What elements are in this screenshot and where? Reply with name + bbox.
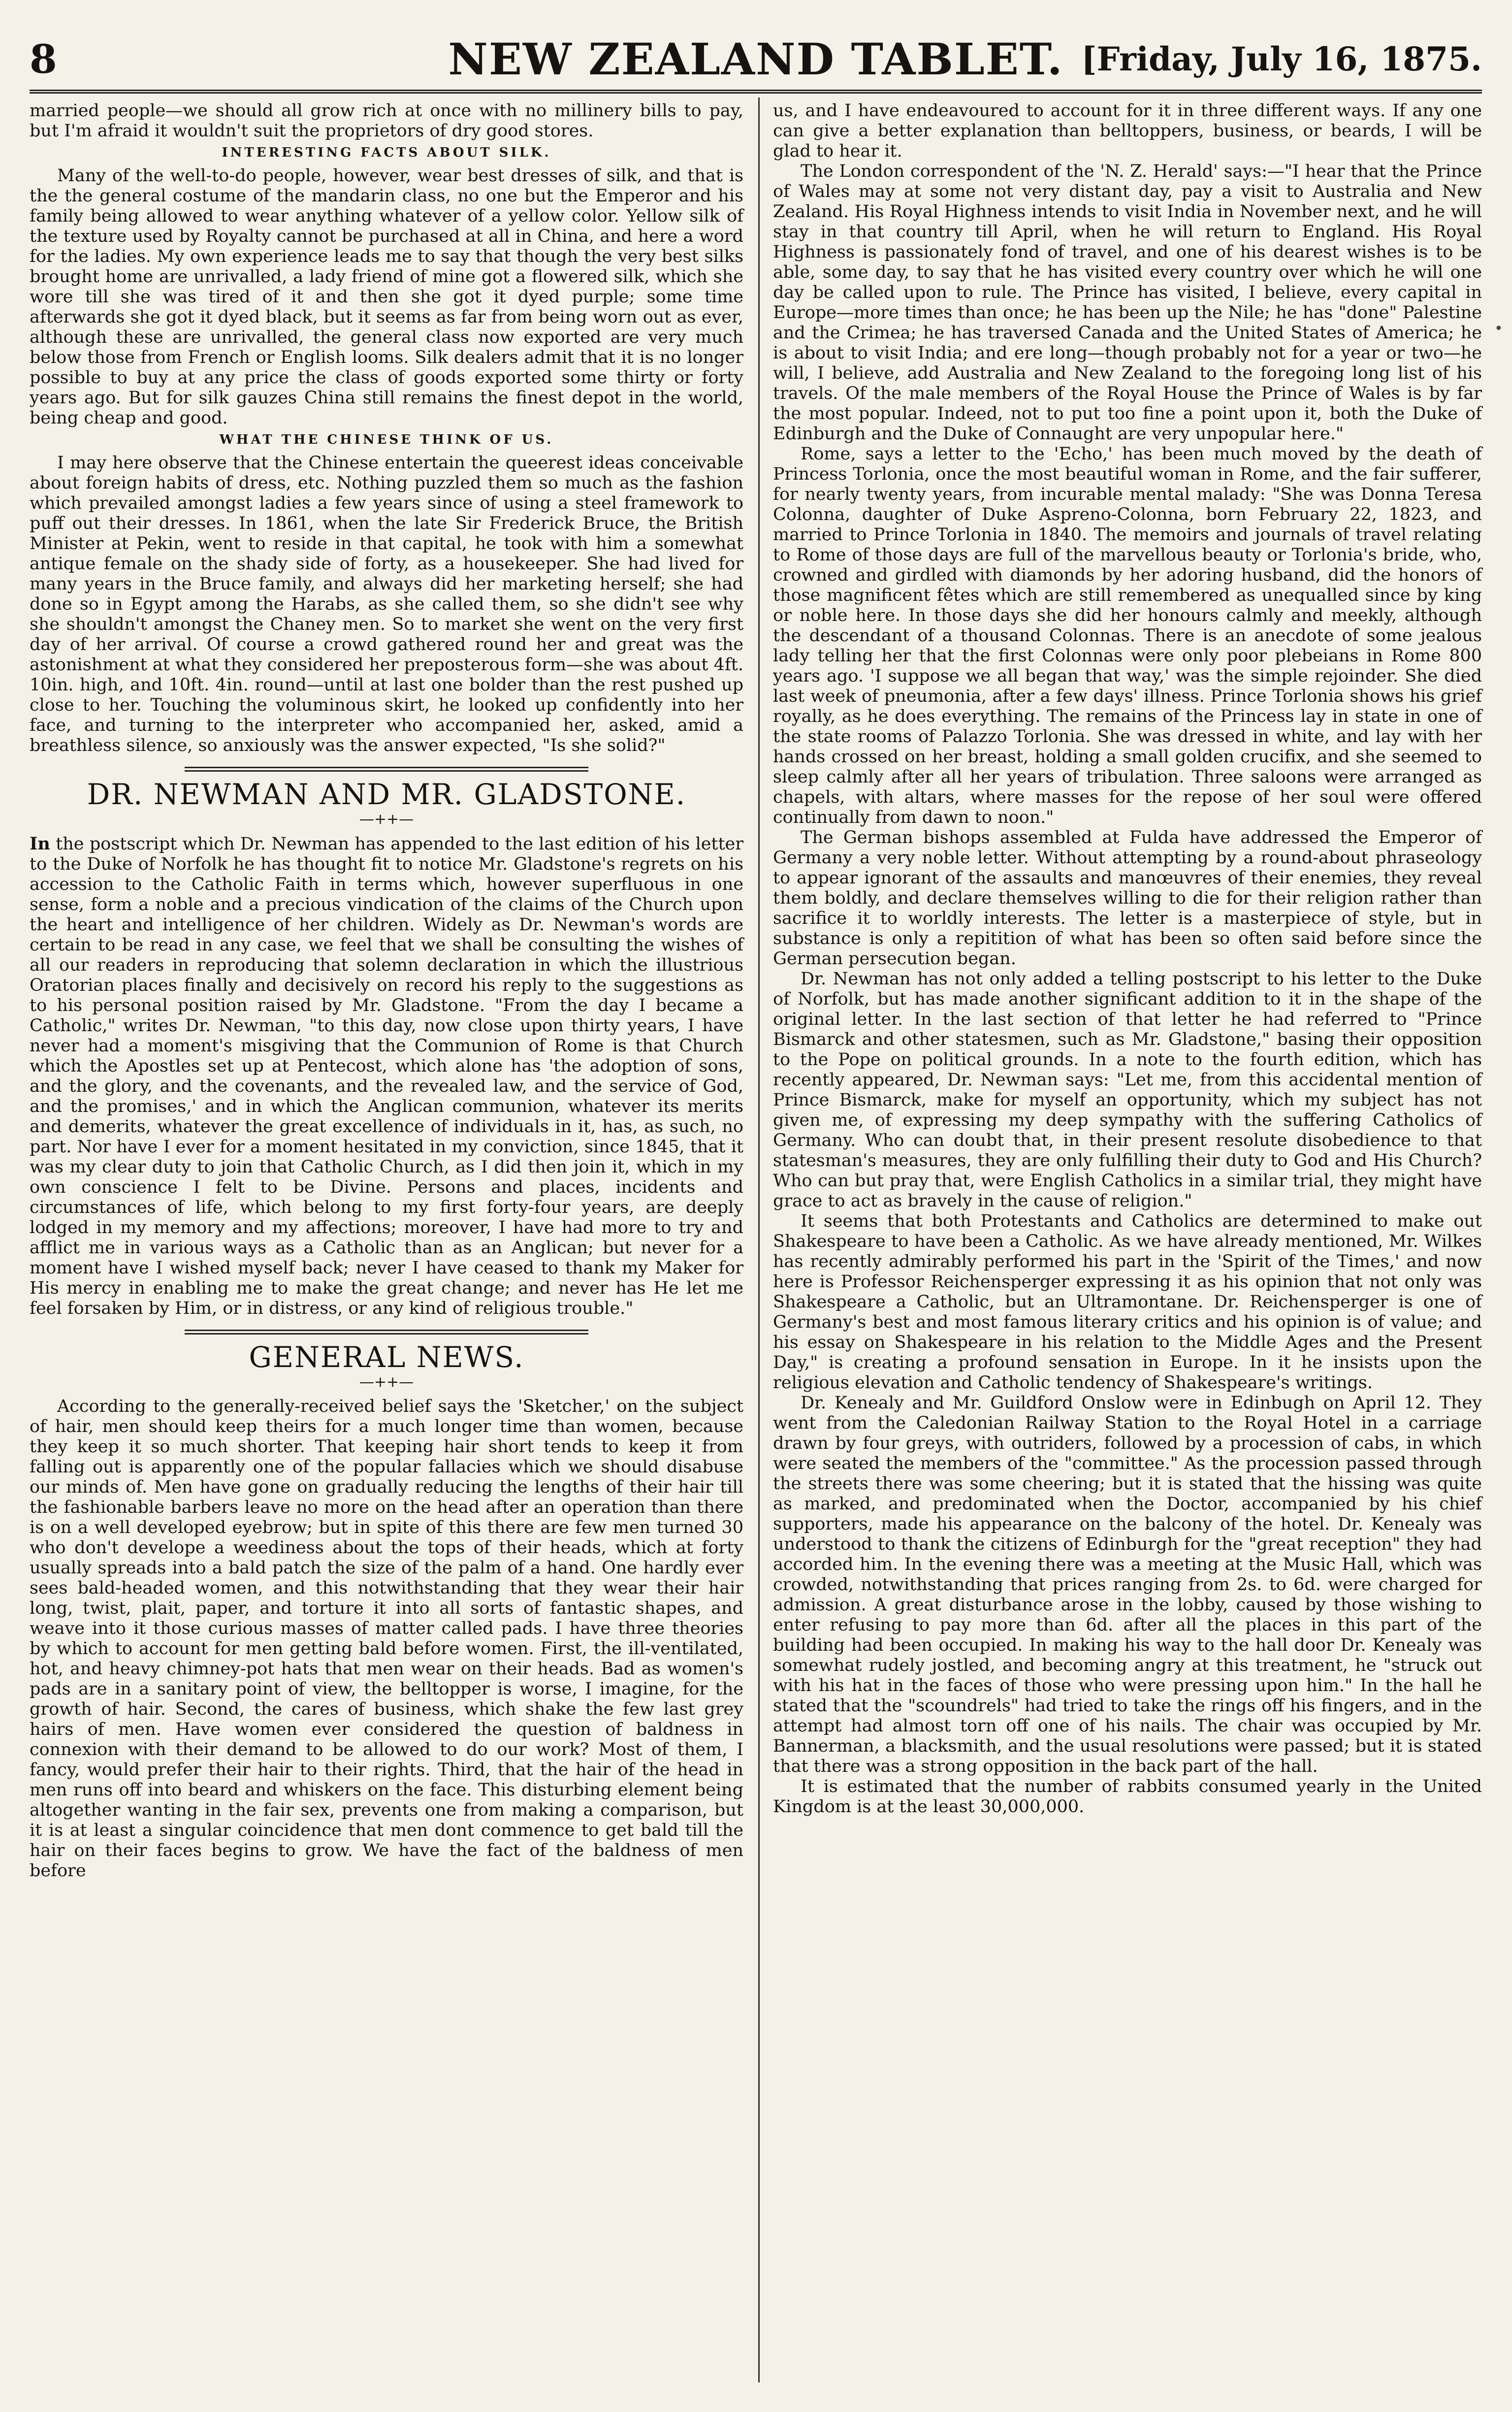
chinese-paragraph: I may here observe that the Chinese entertain the queerest ideas conceivable about foreign habits of dress, etc. Nothing puzzled them so much as the fashion which prevailed amongst ladies a few years since of using a steel framework to puff out their dresses. In 1861, when the late Sir Frederick Bruce, the British Minister at Pekin, went to reside in that capital, he took with him a somewhat antique female on the shady side of forty, as a housekeeper. She had lived for many years in the Bruce family, and always did her marketing herself; she had done so in Egypt among the Harabs, as she called them, so she didn't see why she shouldn't amongst the Chaney men. So to market she went on the very first day of her arrival. Of course a crowd gathered round her and great was the astonishment at what they considered her preposterous form—she was about 4ft. 10in. high, and 10ft. 4in. round—until at last one bolder than the rest pushed up close to her. Touching the voluminous skirt, he looked up confidently into her face, and turning to the interpreter who accompanied her, asked, amid a breathless silence, so anxiously was the answer expected, "Is she solid?" — [30, 453, 743, 755]
newman-paragraph — [30, 834, 743, 1319]
newman-initial: In — [30, 834, 50, 854]
news-princess-torlonia: Rome, says a letter to the 'Echo,' has been much moved by the death of Princess Torlonia, once the most beautiful woman in Rome, and the fair sufferer, for nearly twenty years, from incurable mental malady: "She was Donna Teresa Colonna, daughter of Duke Aspreno-Colonna, born February 22, 1823, and married to Prince Torlonia in 1840. The memoirs and journals of travel relating to Rome of those days are full of the marvellous beauty or Torlonia's bride, who, crowned and girdled with diamonds by her adoring husband, did the honors of those magnificent fêtes which are still remembered as unequalled since by king or noble here. In those days she did her honours calmly and meekly, although the descendant of a thousand Colonnas. There is an anecdote of some jealous lady telling her that the first Colonnas were only poor plebeians in Rome 800 years ago. 'I suppose we all began that way,' was the simple rejoinder. She died last week of pneumonia, after a few days' illness. Prince Torlonia shows his grief royally, as he does everything. The remains of the Princess lay in state in one of the state rooms of Palazzo Torlonia. She was dressed in white, and lay with her hands crossed on her breast, holding a small golden crucifix, and she seemed to sleep calmly after all her years of tribulation. Three saloons were arranged as chapels, with altars, where masses for the repose of her soul were offered continually from dawn to noon." — [773, 444, 1482, 827]
right-column — [773, 101, 1482, 1817]
subheading-silk: INTERESTING FACTS ABOUT SILK. — [222, 145, 551, 160]
newman-text: the postscript which Dr. Newman has appended to the last edition of his letter to the Duke of Norfolk he has thought fit to notice Mr. Gladstone's regrets on his accession to the Catholic Faith in terms which, however superfluous in one sense, form a noble and a precious vindication of the claims of the Church upon the heart and intelligence of her children. Widely as Dr. Newman's words are certain to be read in any case, we feel that we shall be consulting the wishes of all our readers in reproducing that solemn declaration in which the illustrious Oratorian places finally and decisively on record his reply to the suggestions as to his personal position raised by Mr. Gladstone. "From the day I became a Catholic," writes Dr. Newman, "to this day, now close upon thirty years, I have never had a moment's misgiving that the Communion of Rome is that Church which the Apostles set up at Pentecost, which alone has 'the adoption of sons, and the glory, and the covenants, and the revealed law, and the service of God, and the promises,' and in which the Anglican communion, whatever its merits and demerits, whatever the great excellence of individuals in it, has, as such, no part. Nor have I ever for a moment hesitated in my conviction, since 1845, that it was my clear duty to join that Catholic Church, as I did then join it, which in my own conscience I felt to be Divine. Persons and places, incidents and circumstances of life, which belong to my first forty-four years, are deeply lodged in my memory and my affections; moreover, I have had more to try and afflict me in various ways as a Catholic than as an Anglican; but never for a moment have I wished myself back; never I have ceased to thank my Maker for His mercy in enabling me to make the great change; and never has He let me feel forsaken by Him, or in distress, or any kind of religious trouble." — [30, 834, 743, 1318]
heading-ornament: —++— — [359, 811, 414, 828]
news-hair-paragraph: According to the generally-received belief says the 'Sketcher,' on the subject of hair, men should keep theirs for a much longer time than women, because they keep it so much shorter. That keeping hair short tends to keep it from falling out is apparently one of the popular fallacies which we should disabuse our minds of. Men have gone on gradually reducing the lengths of their hair till the fashionable barbers leave no more on the head after an operation than there is on a well developed eyebrow; but in spite of this there are few men turned 30 who don't develope a weediness about the tops of their heads, which at forty usually spreads into a bald patch the size of the palm of a hand. One hardly ever sees bald-headed women, and this notwithstanding that they wear their hair long, twist, plait, paper, and torture it into all sorts of fantastic shapes, and weave into it those curious masses of matter called pads. I have three theories by which to account for men getting bald before women. First, the ill-ventilated, hot, and heavy chimney-pot hats that men wear on their heads. Bad as women's pads are in a sanitary point of view, the belltopper is worse, I imagine, for the growth of hair. Second, the cares of business, which shake the few last grey hairs of men. Have women ever considered the question of baldness in connexion with their demand to be allowed to do our work? Most of them, I fancy, would prefer their hair to their rights. Third, that the hair of the head in men runs off into beard and whiskers on the face. This disturbing element being altogether wanting in the fair sex, prevents one from making a comparison, but it is at least a singular coincidence that men dont commence to get bald till the hair on their faces begins to grow. We have the fact of the baldness of men before — [30, 1397, 743, 1881]
silk-article-intro: married people—we should all grow rich at once with no millinery bills to pay, but I'm afraid it wouldn't suit the proprietors of dry good stores. — [30, 101, 743, 141]
newspaper-title: NEW ZEALAND TABLET. — [448, 33, 1063, 85]
section-divider — [185, 767, 588, 772]
masthead — [30, 34, 1482, 94]
news-german-bishops: The German bishops assembled at Fulda have addressed the Emperor of Germany a very noble letter. Without attempting by a round-about phraseology to appear ignorant of the assaults and manœuvres of their enemies, they reveal them boldly, and declare themselves willing to die for their religion rather than sacrifice it to worldly interests. The letter is a masterpiece of style, but in substance is only a repitition of what has been so often said before since the German persecution began. — [773, 828, 1482, 969]
news-newman-postscript: Dr. Newman has not only added a telling postscript to his letter to the Duke of Norfolk, but has made another significant addition to it in the shape of the original letter. In the last section of that letter he had referred to "Prince Bismarck and other statesmen, such as Mr. Gladstone," basing their opposition to the Pope on political grounds. In a note to the fourth edition, which has recently appeared, Dr. Newman says: "Let me, from this accidental mention of Prince Bismarck, make for myself an opportunity, which my subject has not given me, of expressing my deep sympathy with the suffering Catholics of Germany. Who can doubt that, in their present resolute disobedience to that statesman's measures, they are only fulfilling their duty to God and His Church? Who can but pray that, were English Catholics in a similar trial, they might have grace to act as bravely in the cause of religion." — [773, 969, 1482, 1211]
margin-mark: • — [1494, 320, 1503, 337]
silk-paragraph: Many of the well-to-do people, however, wear best dresses of silk, and that is the the general costume of the mandarin class, no one but the Emperor and his family being allowed to wear anything whatever of a yellow color. Yellow silk of the texture used by Royalty cannot be purchased at all in China, and here a word for the ladies. My own experience leads me to say that though the very best silks brought home are unrivalled, a lady friend of mine got a flowered silk, which she wore till she was tired of it and then she got it dyed purple; some time afterwards she got it dyed black, but it seems as far from being worn out as ever, although these are unrivalled, the general class now exported are very much below those from French or English looms. Silk dealers admit that it is no longer possible to buy at any price the class of goods exported some thirty or forty years ago. But for silk gauzes China still remains the finest depot in the world, being cheap and good. — [30, 166, 743, 428]
news-kenealy-edinburgh: Dr. Kenealy and Mr. Guildford Onslow were in Edinbugh on April 12. They went from the Caledonian Railway Station to the Royal Hotel in a carriage drawn by four greys, with outriders, followed by a procession of cabs, in which were seated the members of the "committee." As the procession passed through the streets there was some cheering; but it is stated that the hissing was quite as marked, and predominated when the Doctor, accompanied by his chief supporters, made his appearance on the balcony of the hotel. Dr. Kenealy was understood to thank the citizens of Edinburgh for the "great reception" they had accorded him. In the evening there was a meeting at the Music Hall, which was crowded, notwithstanding that prices ranging from 2s. to 6d. were charged for admission. A great disturbance arose in the lobby, caused by those wishing to enter refusing to pay more than 6d. after all the places in this part of the building had been occupied. In making his way to the hall door Dr. Kenealy was somewhat rudely jostled, and becoming angry at this treatment, he "struck out with his hat in the faces of those who were pressing upon him." In the hall he stated that the "scoundrels" had tried to take the rings off his fingers, and in the attempt had almost torn off one of his nails. The chair was occupied by Mr. Bannerman, a blacksmith, and the usual resolutions were passed; but it is stated that there was a strong opposition in the back part of the hall. — [773, 1393, 1482, 1776]
heading-general-news: GENERAL NEWS. — [249, 1340, 524, 1374]
subheading-chinese: WHAT THE CHINESE THINK OF US. — [219, 432, 554, 447]
column-rule — [758, 98, 760, 2382]
page-number: 8 — [30, 36, 57, 82]
news-prince-of-wales: The London correspondent of the 'N. Z. Herald' says:—"I hear that the Prince of Wales may at some not very distant day, pay a visit to Australia and New Zealand. His Royal Highness intends to visit India in November next, and he will stay in that country till April, when he will return to England. His Royal Highness is passionately fond of travel, and one of his dearest wishes is to be able, some day, to say that he has visited every country over which he will one day be called upon to rule. The Prince has visited, I believe, every capital in Europe—more times than once; he has been up the Nile; he has "done" Palestine and the Crimea; he has traversed Canada and the United States of America; he is about to visit India; and ere long—though probably not for a year or two—he will, I believe, add Australia and New Zealand to the foregoing long list of his travels. Of the male members of the Royal House the Prince of Wales is by far the most popular. Indeed, not to put too fine a point upon it, both the Duke of Edinburgh and the Duke of Connaught are very unpopular here." — [773, 162, 1482, 444]
heading-ornament: —++— — [359, 1373, 414, 1391]
news-hair-continued: us, and I have endeavoured to account for it in three different ways. If any one can give a better explanation than belltoppers, business, or beards, I will be glad to hear it. — [773, 101, 1482, 161]
section-divider — [185, 1330, 588, 1335]
masthead-rule — [30, 90, 1482, 94]
news-rabbits: It is estimated that the number of rabbits consumed yearly in the United Kingdom is at the least 30,000,000. — [773, 1777, 1482, 1817]
issue-date: [Friday, July 16, 1875. — [1081, 40, 1482, 78]
heading-newman-gladstone: DR. NEWMAN AND MR. GLADSTONE. — [87, 778, 686, 811]
left-column — [30, 101, 743, 1881]
news-shakespeare: It seems that both Protestants and Catholics are determined to make out Shakespeare to have been a Catholic. As we have already mentioned, Mr. Wilkes has recently admirably performed his part in the 'Spirit of the Times,' and now here is Professor Reichensperger expressing it as his opinion that not only was Shakespeare a Catholic, but an Ultramontane. Dr. Reichensperger is one of Germany's best and most famous literary critics and his opinion is of value; and his essay on Shakespeare in his relation to the Middle Ages and the Present Day," is creating a profound sensation in Europe. In it he insists upon the religious elevation and Catholic tendency of Shakespeare's writings. — [773, 1211, 1482, 1393]
